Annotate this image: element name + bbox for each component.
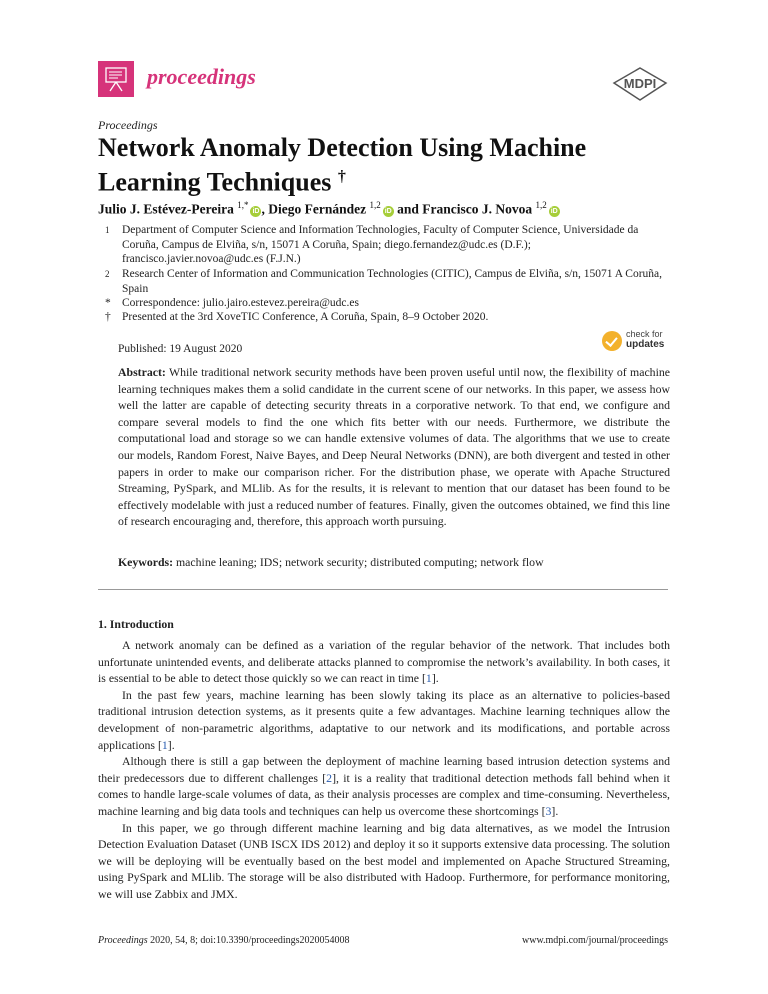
affiliation-text: Presented at the 3rd XoveTIC Conference, A Coruña, Spain, 8–9 October 2020.: [122, 311, 489, 323]
paper-title: [98, 133, 658, 197]
check-for-updates-button[interactable]: [602, 329, 670, 355]
affiliation-1: [105, 223, 675, 267]
footer-citation: [98, 935, 350, 946]
abstract-text: While traditional network security methods have been proven useful until now, the flexibility of machine learning techniques makes them a solid candidate in the current scene of our networks. In this paper, we assess how well the latter are capable of detecting security threats in a corporative network. To that end, we configure and compare several models to find the one which fits better with our needs. Furthermore, we distribute the computational load and storage so we can handle extensive volumes of data. The algorithms that we use to create our models, Random Forest, Naive Bayes, and Deep Neural Networks (DNN), are both divergent and tested in other papers in order to make our comparison richer. For the distribution phase, we operate with Apache Structured Streaming, PySpark, and MLlib. As for the results, it is relevant to mention that our dataset has been found to be effectively modelable with just a reduced number of features. Finally, given the outcomes obtained, we find this line of research encouraging and, therefore, this approach worth pursuing.: [118, 365, 670, 529]
affiliation-text: Correspondence: julio.jairo.estevez.pereira@udc.es: [122, 297, 359, 309]
paragraph: Although there is still a gap between the deployment of machine learning based intrusion detection systems and their predecessors due to different challenges [2], it is a reality that traditional detection methods fall behind when it comes to handle large-scale volumes of data, as their analysis processes are complex and time-consuming. Nevertheless, machine learning and big data tools and techniques can help us overcome these shortcomings [3].: [98, 754, 670, 818]
author-name: Julio J. Estévez-Pereira: [98, 201, 234, 217]
journal-logo-icon: [98, 61, 134, 97]
keywords-text: machine leaning; IDS; network security; distributed computing; network flow: [173, 555, 544, 569]
checkmark-icon: [602, 331, 622, 351]
journal-label: Proceedings: [98, 118, 158, 132]
conference-note: [105, 310, 675, 325]
author-affiliation-mark: 1,*: [237, 200, 249, 210]
citation-link[interactable]: 1: [425, 671, 432, 686]
author-list: [98, 200, 560, 218]
published-date: Published: 19 August 2020: [118, 343, 243, 355]
check-label-2: updates: [626, 339, 665, 350]
title-line-2: Learning Techniques: [98, 167, 332, 197]
check-label-1: check for: [626, 329, 663, 339]
footer-citation-text: 2020, 54, 8; doi:10.3390/proceedings2020054008: [147, 935, 350, 946]
citation-link[interactable]: 2: [326, 770, 333, 785]
author-name: Diego Fernández: [268, 201, 367, 217]
footer-url[interactable]: www.mdpi.com/journal/proceedings: [522, 935, 668, 946]
author-name: Francisco J. Novoa: [422, 201, 533, 217]
affiliation-text: Research Center of Information and Communication Technologies (CITIC), Campus de Elviña, s/n, 15071 A Coruña, Spain: [122, 268, 663, 295]
paragraph: In this paper, we go through different machine learning and big data alternatives, as we model the Intrusion Detection Evaluation Dataset (UNB ISCX IDS 2012) and deploy it so it supports extensive data processing. The solution we will be deploying will be eventually based on the best model and implemented on Apache Structured Streaming, using PySpark and MLlib. The storage will be also distributed with Hadoop. Furthermore, for performance monitoring, we will use Zabbix and JMX.: [98, 820, 670, 901]
title-footnote-mark: †: [337, 168, 346, 185]
affiliation-mark: *: [105, 297, 111, 309]
affiliation-mark: †: [105, 311, 111, 323]
abstract: [118, 364, 670, 530]
footer-journal: Proceedings: [98, 935, 148, 946]
affiliation-text: Department of Computer Science and Information Technologies, Faculty of Computer Science, Universidade da Coruña, Campus de Elviña, s/n, 15071 A Coruña, Spain; diego.fernandez@udc.es (D.F.); francisco.javier.novoa@udc.es (F.J.N.): [122, 224, 639, 266]
title-line-1: Network Anomaly Detection Using Machine: [98, 133, 587, 162]
mdpi-logo-text: MDPI: [623, 76, 657, 91]
orcid-icon[interactable]: iD: [252, 207, 260, 215]
author-separator: and: [393, 201, 423, 217]
journal-logo-text: proceedings: [147, 64, 256, 89]
mdpi-logo: [612, 67, 668, 101]
section-heading: 1. Introduction: [98, 617, 174, 631]
author-affiliation-mark: 1,2: [369, 200, 381, 210]
citation-link[interactable]: 1: [161, 737, 168, 752]
divider: [98, 589, 668, 590]
citation-link[interactable]: 3: [545, 803, 552, 818]
affiliation-mark: 2: [105, 269, 110, 279]
body-text: [98, 637, 670, 903]
abstract-label: Abstract:: [118, 365, 166, 379]
keywords-label: Keywords:: [118, 555, 174, 569]
author-separator: ,: [261, 201, 269, 217]
correspondence: [105, 296, 675, 311]
orcid-icon[interactable]: iD: [384, 207, 392, 215]
paragraph: In the past few years, machine learning has been slowly taking its place as an alternative to policies-based traditional intrusion detection systems, as it presents quite a few advantages. Machine learning techniques allow the development of non-parametric algorithms, adaptative to our network and its modifications, and portable across applications [1].: [98, 687, 670, 752]
affiliation-2: [105, 267, 675, 297]
affiliation-mark: 1: [105, 225, 110, 235]
keywords: [118, 555, 670, 570]
paragraph: A network anomaly can be defined as a variation of the regular behavior of the network. That includes both unfortunate unintended events, and deliberate attacks planned to compromise the network’s availability. In both cases, it is essential to be able to detect those quickly so we can react in time [1].: [98, 638, 670, 686]
author-affiliation-mark: 1,2: [535, 200, 547, 210]
orcid-icon[interactable]: iD: [550, 207, 558, 215]
